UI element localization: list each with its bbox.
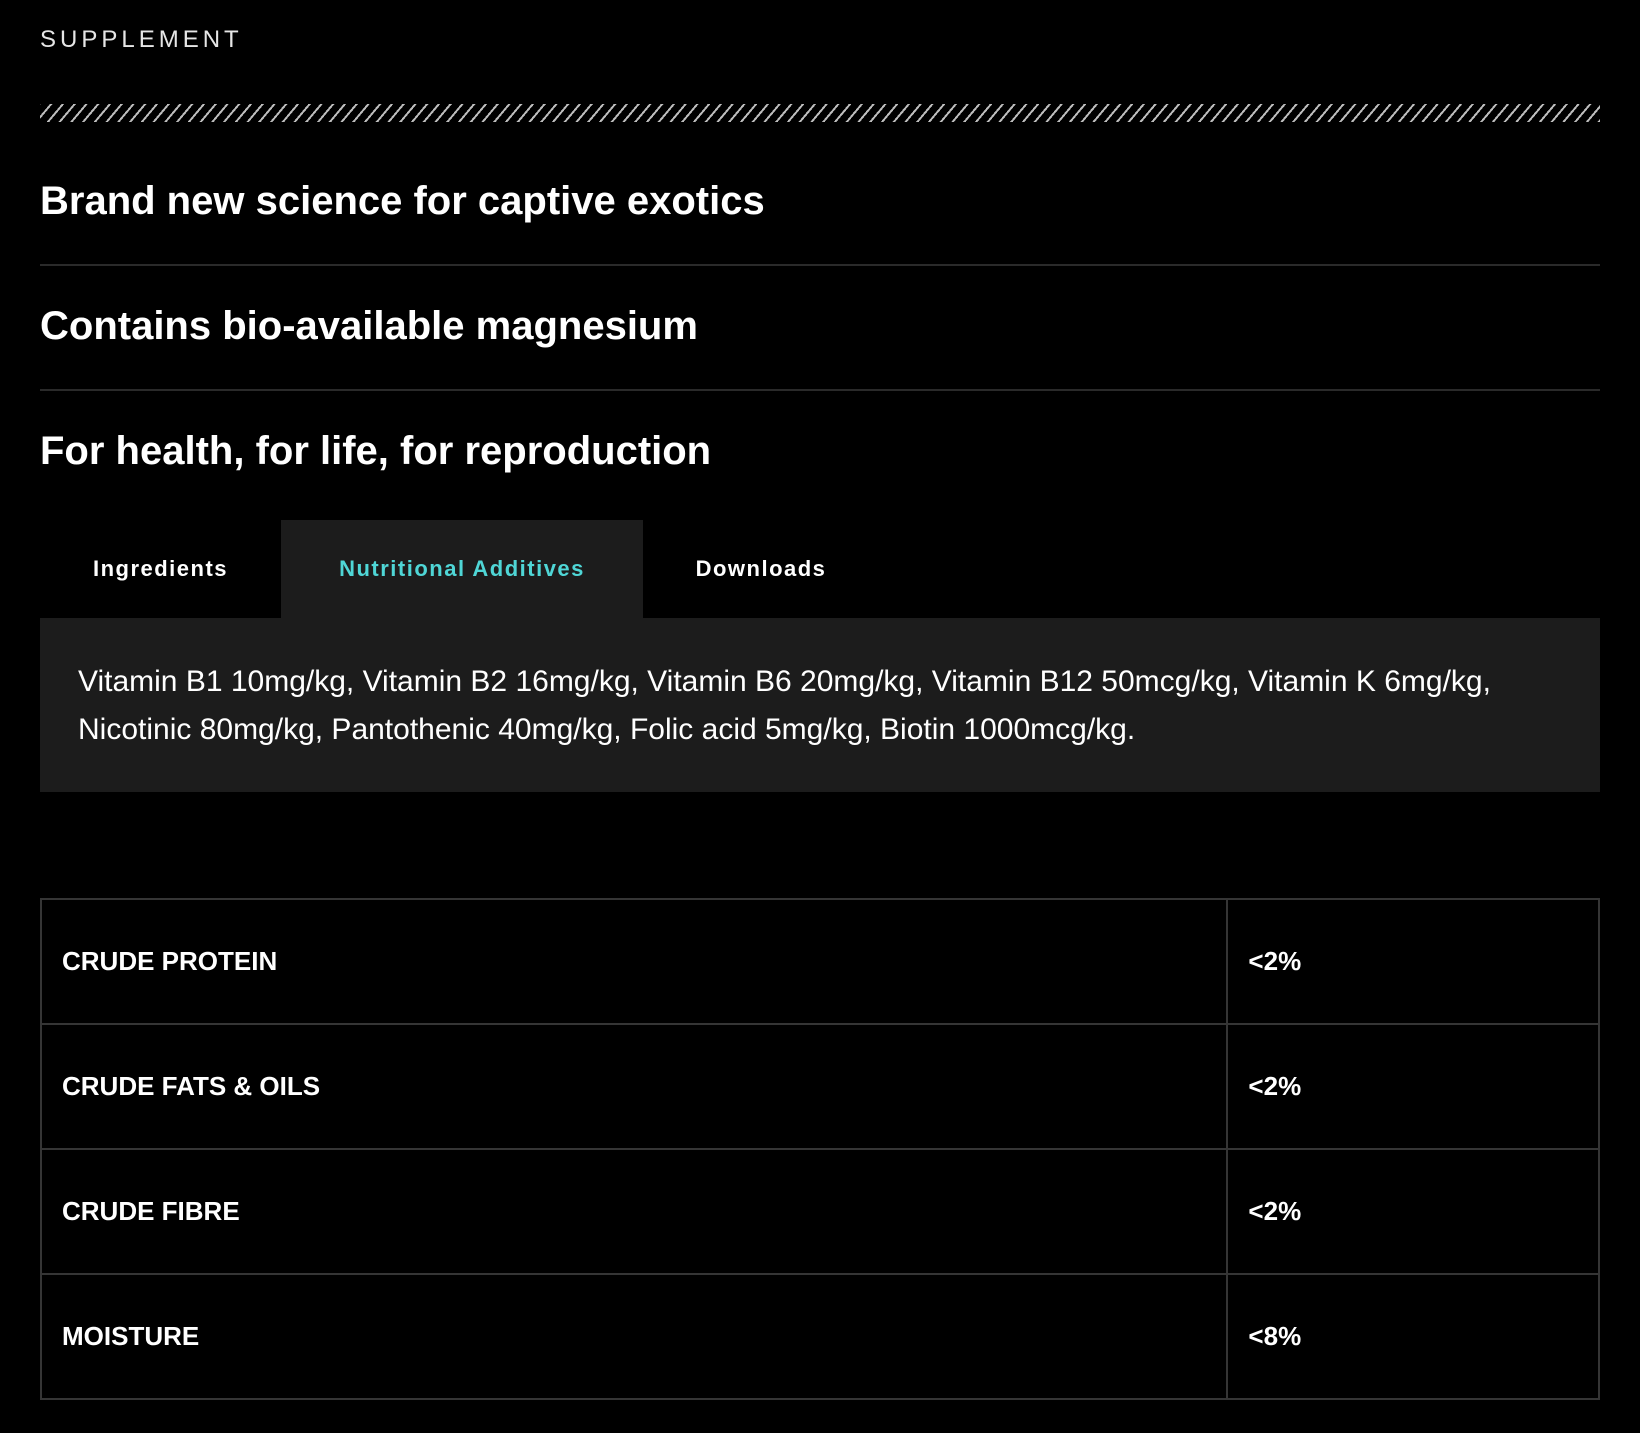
analysis-name: MOISTURE	[41, 1274, 1227, 1399]
nutritional-additives-text: Vitamin B1 10mg/kg, Vitamin B2 16mg/kg, Vitamin B6 20mg/kg, Vitamin B12 50mcg/kg, Vitamin K 6mg/kg, Nicotinic 80mg/kg, Pantothenic 40mg/kg, Folic acid 5mg/kg, Biotin 1000mcg/kg.	[78, 665, 1491, 746]
analysis-value: <2%	[1227, 1024, 1599, 1149]
tab-nutritional-additives[interactable]: Nutritional Additives	[281, 520, 643, 618]
category-label: SUPPLEMENT	[40, 26, 243, 53]
analysis-table	[40, 898, 1600, 1400]
table-row	[41, 1024, 1599, 1149]
feature-heading-1: Brand new science for captive exotics	[40, 139, 1600, 266]
analysis-name: CRUDE PROTEIN	[41, 899, 1227, 1024]
analysis-value: <2%	[1227, 1149, 1599, 1274]
analysis-name: CRUDE FIBRE	[41, 1149, 1227, 1274]
tab-panel	[40, 618, 1600, 792]
feature-heading-3: For health, for life, for reproduction	[40, 429, 712, 473]
product-tabs	[40, 520, 879, 618]
table-row	[41, 1149, 1599, 1274]
tab-ingredients[interactable]: Ingredients	[92, 556, 229, 581]
analysis-value: <2%	[1227, 899, 1599, 1024]
feature-heading-2: Contains bio-available magnesium	[40, 264, 1600, 391]
analysis-value: <8%	[1227, 1274, 1599, 1399]
analysis-name: CRUDE FATS & OILS	[41, 1024, 1227, 1149]
table-row	[41, 1274, 1599, 1399]
table-row	[41, 899, 1599, 1024]
hatched-divider	[40, 104, 1600, 122]
tab-downloads[interactable]: Downloads	[695, 556, 827, 581]
